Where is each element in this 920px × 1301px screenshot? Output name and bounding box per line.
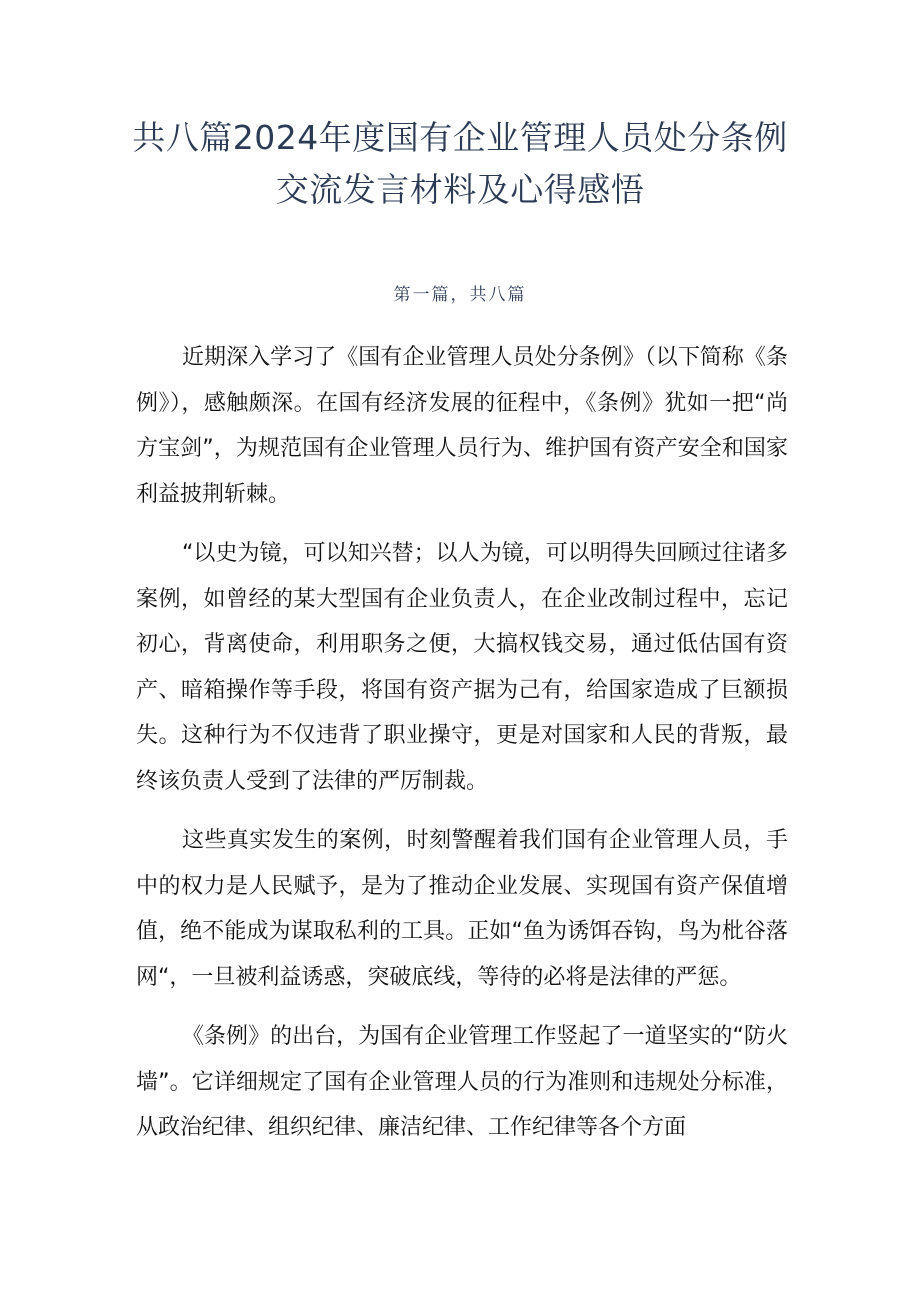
body-paragraph: 近期深入学习了《国有企业管理人员处分条例》（以下简称《条例》），感触颇深。在国有经济发展的征程中，《条例》犹如一把“尚方宝剑”，为规范国有企业管理人员行为、维护国有资产安全和国家利益披荆斩棘。 — [136, 345, 788, 507]
document-title: 共八篇2024年度国有企业管理人员处分条例交流发言材料及心得感悟 — [132, 118, 788, 209]
body-paragraph: 这些真实发生的案例，时刻警醒着我们国有企业管理人员，手中的权力是人民赋予，是为了推动企业发展、实现国有资产保值增值，绝不能成为谋取私利的工具。正如“鱼为诱饵吞钩，鸟为枇谷落网“，一旦被利益诱惑，突破底线，等待的必将是法律的严惩。 — [136, 828, 788, 990]
body-paragraph: 《条例》的出台，为国有企业管理工作竖起了一道坚实的“防火墙”。它详细规定了国有企业管理人员的行为准则和违规处分标准，从政治纪律、组织纪律、廉洁纪律、工作纪律等各个方面 — [136, 1024, 788, 1140]
document-subtitle: 第一篇，共八篇 — [393, 285, 527, 305]
body-paragraph: “以史为镜，可以知兴替；以人为镜，可以明得失回顾过往诸多案例，如曾经的某大型国有企业负责人，在企业改制过程中，忘记初心，背离使命，利用职务之便，大搞权钱交易，通过低估国有资产、暗箱操作等手段，将国有资产据为己有，给国家造成了巨额损失。这种行为不仅违背了职业操守，更是对国家和人民的背叛，最终该负责人受到了法律的严厉制裁。 — [136, 541, 788, 794]
document-body — [136, 335, 788, 1165]
